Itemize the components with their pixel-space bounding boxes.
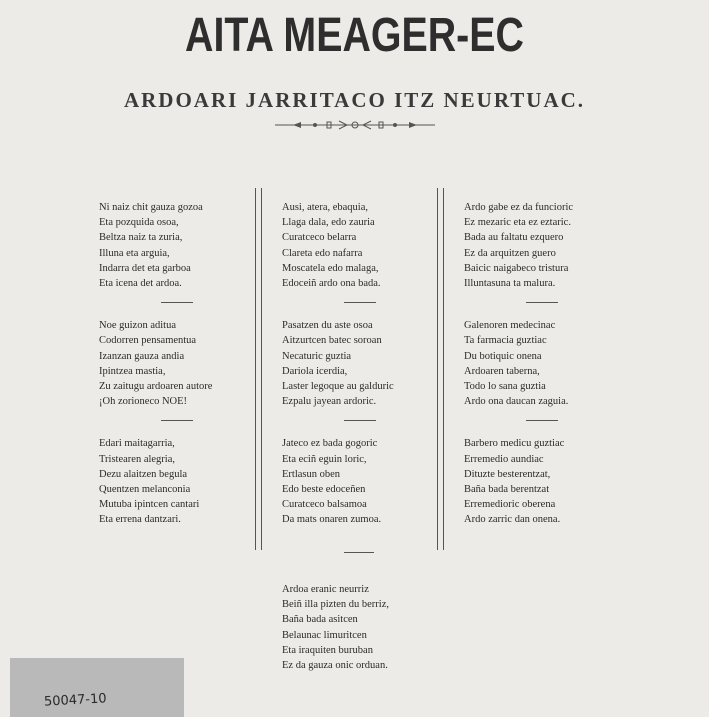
verse-line: Zu zaitugu ardoaren autore <box>99 381 213 393</box>
verse-line: Erremedio aundiac <box>464 453 544 465</box>
verse-line: Dezu alaitzen begula <box>99 468 188 480</box>
stanza <box>99 200 269 291</box>
verse-line: Bada au faltatu ezquero <box>464 232 564 244</box>
verse-line: Eta eciñ eguin loric, <box>282 453 367 465</box>
verse-line: Beiñ illa pizten du berriz, <box>282 599 390 611</box>
verse-line: Du botiquic onena <box>464 350 542 362</box>
verse-line: Ezpalu jayean ardoric. <box>282 396 377 408</box>
verse-line: Curatceco belarra <box>282 232 357 244</box>
catalog-label <box>10 658 184 717</box>
stanza <box>464 318 634 409</box>
verse-line: Mutuba ipintcen cantari <box>99 499 200 511</box>
column-rule <box>437 188 444 550</box>
verse-line: Jateco ez bada gogoric <box>282 438 378 450</box>
stanza-separator <box>526 420 558 421</box>
column-rule <box>255 188 262 550</box>
verse-line: Moscatela edo malaga, <box>282 262 379 274</box>
verse-line: Barbero medicu guztiac <box>464 438 565 450</box>
verse-line: Ertlasun oben <box>282 468 341 480</box>
verse-line: Edo beste edoceñen <box>282 484 366 496</box>
verse-line: Quentzen melanconia <box>99 484 191 496</box>
stanza-separator <box>344 302 376 303</box>
verse-line: Curatceco balsamoa <box>282 499 367 511</box>
verse-line: Tristearen alegria, <box>99 453 176 465</box>
verse-line: Illuntasuna ta malura. <box>464 278 556 290</box>
verse-line: ¡Oh zorioneco NOE! <box>99 396 188 408</box>
verse-line: Belaunac limuritcen <box>282 629 367 641</box>
verse-line: Erremedioric oberena <box>464 499 556 511</box>
verse-line: Eta errena dantzari. <box>99 514 181 526</box>
verse-line: Eta icena det ardoa. <box>99 278 182 290</box>
verse-line: Ipintzea mastia, <box>99 365 166 377</box>
verse-line: Ez mezaric eta ez eztaric. <box>464 217 571 229</box>
poem-column-1 <box>99 200 269 528</box>
stanza <box>282 318 452 409</box>
verse-line: Ardoa eranic neurriz <box>282 584 369 595</box>
verse-line: Ardo ona daucan zaguia. <box>464 396 569 408</box>
verse-line: Ni naiz chit gauza gozoa <box>99 202 203 213</box>
verse-line: Eta iraquiten buruban <box>282 644 373 656</box>
verse-line: Aitzurtcen batec soroan <box>282 335 382 347</box>
stanza-separator <box>344 420 376 421</box>
verse-line: Ez da arquitzen guero <box>464 247 556 259</box>
verse-line: Baña bada asitcen <box>282 614 358 626</box>
verse-line: Indarra det eta garboa <box>99 262 191 274</box>
final-stanza <box>282 582 472 673</box>
verse-line: Edari maitagarria, <box>99 438 175 450</box>
verse-line: Necaturic guztia <box>282 350 352 362</box>
stanza-separator <box>161 420 193 421</box>
stanza <box>99 436 269 527</box>
stanza <box>282 436 452 527</box>
verse-line: Izanzan gauza andia <box>99 350 185 362</box>
verse-line: Clareta edo nafarra <box>282 247 363 259</box>
stanza <box>282 582 472 673</box>
stanza-separator <box>161 302 193 303</box>
verse-line: Noe guizon aditua <box>99 320 176 332</box>
poem-column-3 <box>464 200 634 528</box>
verse-line: Baña bada berentzat <box>464 484 550 496</box>
verse-line: Llaga dala, edo zauria <box>282 217 375 229</box>
verse-line: Ardo zarric dan onena. <box>464 514 561 526</box>
verse-line: Laster legoque au galduric <box>282 381 394 393</box>
page-subtitle: ARDOARI JARRITACO ITZ NEURTUAC. <box>123 88 586 112</box>
verse-line: Illuna eta arguia, <box>99 247 170 259</box>
verse-line: Ez da gauza onic orduan. <box>282 660 388 672</box>
verse-line: Ardo gabe ez da funcioric <box>464 202 574 213</box>
verse-line: Eta pozquida osoa, <box>99 217 179 229</box>
verse-line: Edoceiñ ardo ona bada. <box>282 278 381 290</box>
verse-line: Galenoren medecinac <box>464 320 556 332</box>
verse-line: Ausi, atera, ebaquia, <box>282 202 369 213</box>
stanza <box>464 436 634 527</box>
verse-line: Beltza naiz ta zuria, <box>99 232 183 244</box>
verse-line: Dituzte besterentzat, <box>464 468 551 480</box>
stanza <box>99 318 269 409</box>
verse-line: Baicic naigabeco tristura <box>464 262 569 274</box>
verse-line: Todo lo sana guztia <box>464 381 546 393</box>
page-title: AITA MEAGER-EC <box>185 9 524 62</box>
verse-line: Ardoaren taberna, <box>464 365 540 377</box>
ornament-divider-icon <box>275 119 435 131</box>
catalog-number: 50047-10 <box>43 691 107 710</box>
verse-line: Da mats onaren zumoa. <box>282 514 382 526</box>
verse-line: Pasatzen du aste osoa <box>282 320 373 332</box>
verse-line: Ta farmacia guztiac <box>464 335 547 347</box>
verse-line: Dariola icerdia, <box>282 365 348 377</box>
verse-line: Codorren pensamentua <box>99 335 197 347</box>
stanza <box>464 200 634 291</box>
stanza <box>282 200 452 291</box>
stanza-separator <box>344 552 374 553</box>
poem-column-2 <box>282 200 452 528</box>
stanza-separator <box>526 302 558 303</box>
